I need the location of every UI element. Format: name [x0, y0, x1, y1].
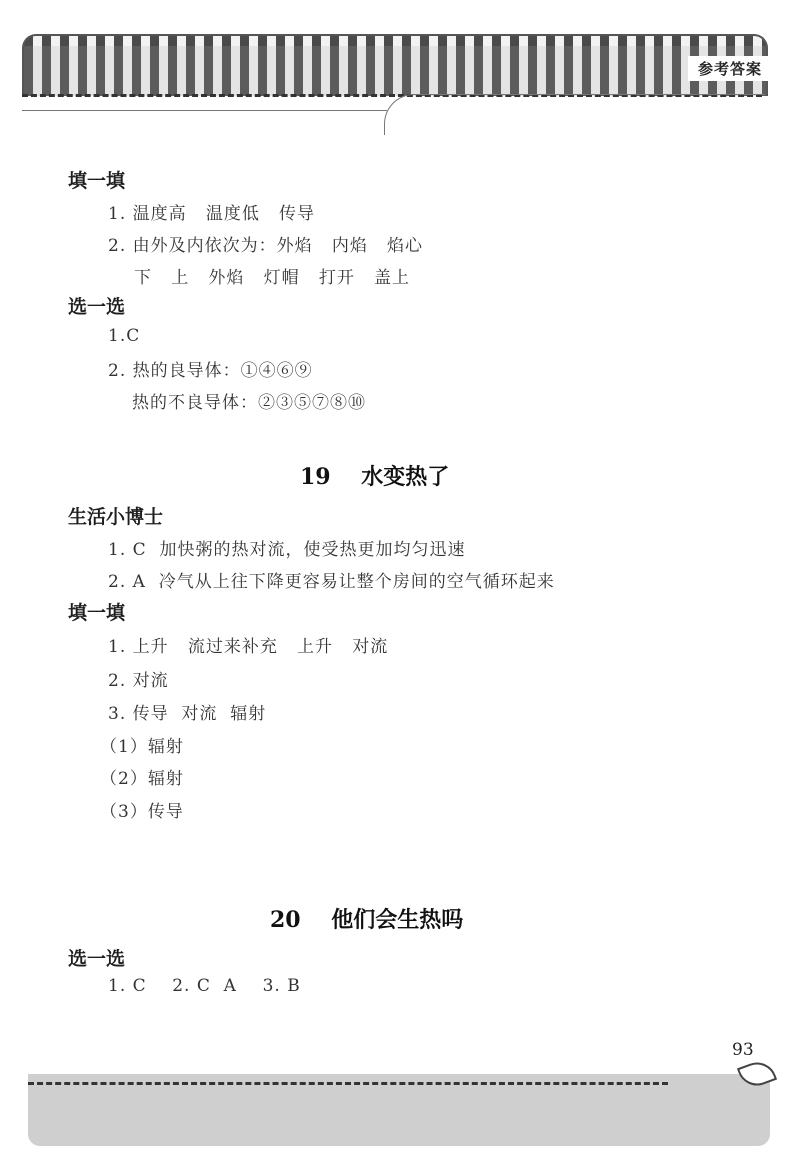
lesson-title-19: 19 水变热了 — [300, 464, 450, 490]
page-number: 93 — [732, 1040, 754, 1060]
answer-line: 2. A 冷气从上往下降更容易让整个房间的空气循环起来 — [108, 572, 555, 592]
header-arc — [384, 94, 765, 135]
answer-line: 3. 传导 对流 辐射 — [108, 704, 267, 724]
section-heading-choose: 选一选 — [68, 296, 126, 318]
answer-line: 1. 上升 流过来补充 上升 对流 — [108, 637, 389, 657]
answer-line: 1. C 2. C A 3. B — [108, 976, 301, 996]
answer-line: 2. 由外及内依次为：外焰 内焰 焰心 — [108, 236, 424, 256]
header-banner — [22, 34, 768, 96]
header-rule — [22, 110, 387, 111]
answer-line: （3）传导 — [100, 802, 184, 822]
footer-dashed-divider — [28, 1082, 668, 1085]
answer-line: 1.C — [108, 326, 141, 346]
answer-line: （2）辐射 — [100, 769, 184, 789]
answer-line: 2. 热的良导体：①④⑥⑨ — [108, 361, 313, 381]
section-heading-life: 生活小博士 — [68, 506, 164, 528]
answer-line: 1. 温度高 温度低 传导 — [108, 204, 316, 224]
banner-stripes — [24, 46, 766, 96]
section-heading-fill: 填一填 — [68, 170, 126, 192]
header-label: 参考答案 — [688, 56, 772, 81]
lesson-title-20: 20 他们会生热吗 — [270, 907, 464, 933]
answer-line: 1. C 加快粥的热对流，使受热更加均匀迅速 — [108, 540, 466, 560]
answer-line: 热的不良导体：②③⑤⑦⑧⑩ — [132, 393, 366, 413]
answer-line: 2. 对流 — [108, 671, 169, 691]
section-heading-choose: 选一选 — [68, 948, 126, 970]
answer-line: 下 上 外焰 灯帽 打开 盖上 — [134, 268, 411, 288]
answer-line: （1）辐射 — [100, 737, 184, 757]
section-heading-fill: 填一填 — [68, 602, 126, 624]
